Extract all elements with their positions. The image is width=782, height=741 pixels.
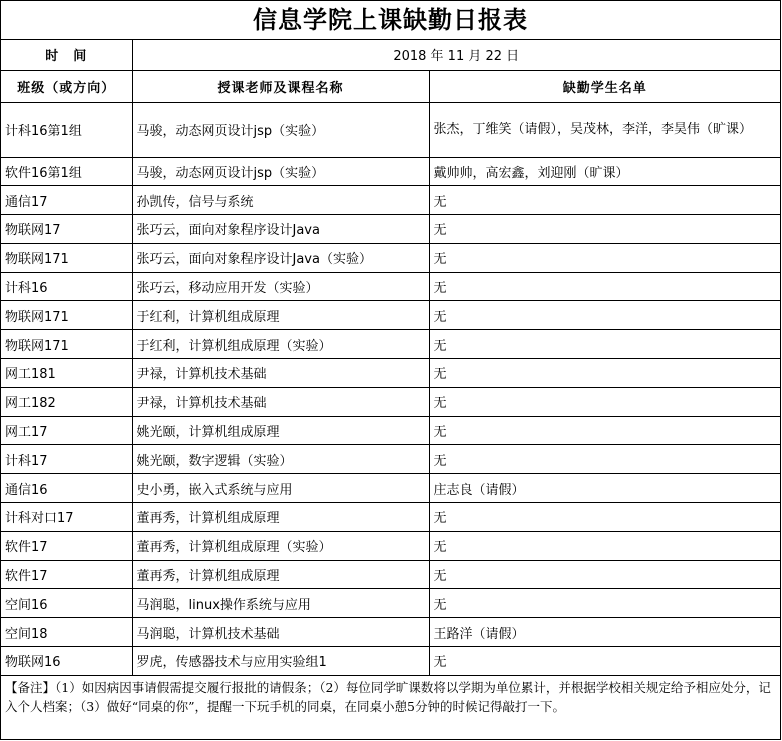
teacher-course-cell: 马骏，动态网页设计jsp（实验） (132, 102, 429, 157)
table-row (1, 416, 780, 445)
report-table (1, 40, 780, 676)
table-row (1, 589, 780, 618)
class-cell: 计科16第1组 (1, 102, 132, 157)
teacher-course-cell: 姚光颐，计算机组成原理 (132, 416, 429, 445)
class-cell: 软件16第1组 (1, 157, 132, 186)
date-row (1, 40, 780, 70)
notes: 【备注】（1）如因病因事请假需提交履行报批的请假条；（2）每位同学旷课数将以学期为单位累计，并根据学校相关规定给予相应处分，记入个人档案；（3）做好“同桌的你”，提醒一下玩手机的同桌，在同桌小憩5分钟的时候记得敲打一下。 (5, 679, 771, 714)
class-cell: 通信16 (1, 474, 132, 503)
absent-cell: 无 (429, 359, 780, 388)
teacher-course-cell: 马润聪，计算机技术基础 (132, 618, 429, 647)
teacher-course-cell: 尹禄，计算机技术基础 (132, 359, 429, 388)
teacher-course-cell: 董再秀，计算机组成原理（实验） (132, 531, 429, 560)
class-cell: 网工17 (1, 416, 132, 445)
table-row (1, 445, 780, 474)
class-cell: 通信17 (1, 186, 132, 215)
teacher-course-cell: 张巧云，面向对象程序设计Java (132, 215, 429, 244)
absent-cell: 庄志良（请假） (429, 474, 780, 503)
table-row (1, 243, 780, 272)
class-cell: 物联网171 (1, 301, 132, 330)
class-cell: 计科对口17 (1, 503, 132, 532)
table-row (1, 272, 780, 301)
table-row (1, 215, 780, 244)
table-row (1, 359, 780, 388)
absent-cell: 无 (429, 416, 780, 445)
class-cell: 网工181 (1, 359, 132, 388)
table-row (1, 387, 780, 416)
teacher-course-cell: 姚光颐，数字逻辑（实验） (132, 445, 429, 474)
teacher-course-cell: 史小勇，嵌入式系统与应用 (132, 474, 429, 503)
table-row (1, 102, 780, 157)
table-row (1, 474, 780, 503)
class-cell: 空间16 (1, 589, 132, 618)
col-header-absent: 缺勤学生名单 (429, 70, 780, 102)
table-row (1, 531, 780, 560)
absent-cell: 无 (429, 647, 780, 676)
table-row (1, 301, 780, 330)
absent-cell: 无 (429, 560, 780, 589)
class-cell: 物联网16 (1, 647, 132, 676)
class-cell: 网工182 (1, 387, 132, 416)
absent-cell: 无 (429, 215, 780, 244)
absent-cell: 无 (429, 503, 780, 532)
absent-cell: 无 (429, 387, 780, 416)
col-header-teacher-course: 授课老师及课程名称 (132, 70, 429, 102)
absent-cell: 无 (429, 301, 780, 330)
teacher-course-cell: 罗虎，传感器技术与应用实验组1 (132, 647, 429, 676)
class-cell: 物联网171 (1, 243, 132, 272)
class-cell: 软件17 (1, 560, 132, 589)
table-row (1, 330, 780, 359)
absent-cell: 无 (429, 330, 780, 359)
table-row (1, 618, 780, 647)
table-row (1, 560, 780, 589)
class-cell: 物联网171 (1, 330, 132, 359)
teacher-course-cell: 孙凯传，信号与系统 (132, 186, 429, 215)
table-row (1, 186, 780, 215)
teacher-course-cell: 于红利，计算机组成原理 (132, 301, 429, 330)
absent-cell: 无 (429, 272, 780, 301)
time-label: 时 间 (1, 40, 132, 70)
teacher-course-cell: 尹禄，计算机技术基础 (132, 387, 429, 416)
teacher-course-cell: 董再秀，计算机组成原理 (132, 503, 429, 532)
table-row (1, 647, 780, 676)
class-cell: 软件17 (1, 531, 132, 560)
absent-cell: 无 (429, 186, 780, 215)
header-row (1, 70, 780, 102)
class-cell: 计科17 (1, 445, 132, 474)
absent-cell: 王路洋（请假） (429, 618, 780, 647)
absent-cell: 张杰，丁维笑（请假），吴茂林，李洋，李昊伟（旷课） (429, 102, 780, 157)
report-title: 信息学院上课缺勤日报表 (1, 1, 780, 40)
class-cell: 空间18 (1, 618, 132, 647)
table-row (1, 157, 780, 186)
teacher-course-cell: 张巧云，面向对象程序设计Java（实验） (132, 243, 429, 272)
absent-cell: 无 (429, 531, 780, 560)
absent-cell: 戴帅帅，高宏鑫，刘迎刚（旷课） (429, 157, 780, 186)
class-cell: 物联网17 (1, 215, 132, 244)
col-header-class: 班级（或方向） (1, 70, 132, 102)
teacher-course-cell: 董再秀，计算机组成原理 (132, 560, 429, 589)
teacher-course-cell: 于红利，计算机组成原理（实验） (132, 330, 429, 359)
teacher-course-cell: 张巧云，移动应用开发（实验） (132, 272, 429, 301)
table-row (1, 503, 780, 532)
absent-cell: 无 (429, 445, 780, 474)
class-cell: 计科16 (1, 272, 132, 301)
absent-cell: 无 (429, 589, 780, 618)
absent-cell: 无 (429, 243, 780, 272)
report-date: 2018 年 11 月 22 日 (132, 40, 780, 70)
teacher-course-cell: 马骏，动态网页设计jsp（实验） (132, 157, 429, 186)
teacher-course-cell: 马润聪，linux操作系统与应用 (132, 589, 429, 618)
